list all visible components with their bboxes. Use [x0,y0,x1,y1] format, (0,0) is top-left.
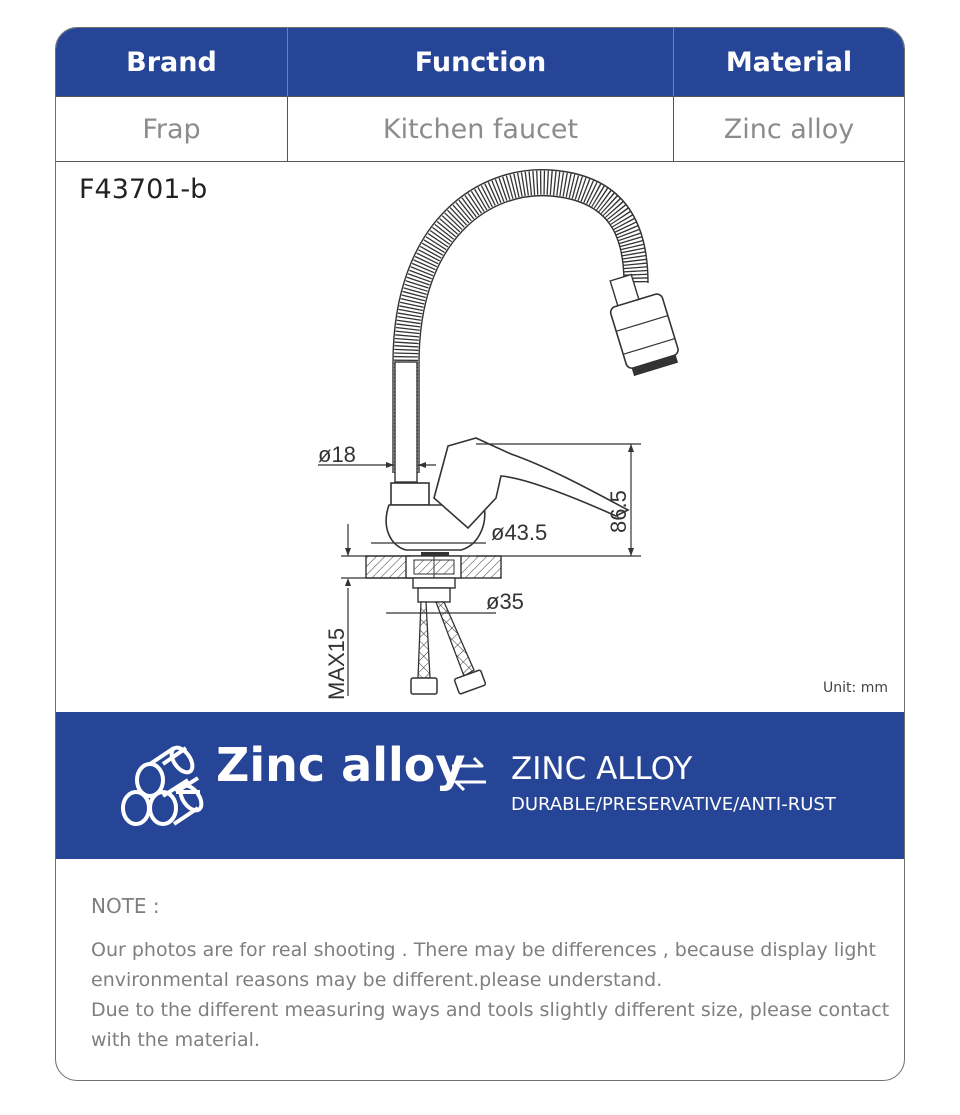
swap-arrows-icon [444,752,494,796]
spec-value-row [56,96,904,162]
braided-hoses [411,602,486,694]
unit-label: Unit: mm [823,680,888,696]
value-function: Kitchen faucet [288,97,674,161]
header-function: Function [288,28,674,96]
header-material: Material [725,46,853,78]
pipes-icon [116,742,206,832]
note-line: environmental reasons may be different.please understand. [91,969,663,991]
banner-tagline: DURABLE/PRESERVATIVE/ANTI-RUST [511,794,836,815]
shank-nut [413,578,455,602]
dim-base-diameter: ø43.5 [491,520,548,545]
banner-title: Zinc alloy [216,738,466,792]
material-banner [56,712,904,859]
dim-spout-diameter: ø18 [318,442,356,467]
dim-shank-diameter: ø35 [486,589,524,614]
banner-subtitle: ZINC ALLOY [511,751,693,787]
faucet-technical-drawing [56,162,904,712]
note-line: Due to the different measuring ways and tools slightly different size, please contact [91,999,890,1021]
note-line: with the material. [91,1029,260,1051]
dim-height: 86.5 [606,490,631,533]
spec-header-row [56,28,904,96]
spray-head [602,268,682,378]
flexible-spout [393,170,648,482]
value-brand: Frap [56,97,288,161]
note-body [91,935,901,1055]
spec-card [55,27,905,1081]
header-brand: Brand [56,28,288,96]
value-material: Zinc alloy [723,113,855,145]
note-line: Our photos are for real shooting . There may be differences , because display light [91,939,876,961]
dim-max-thickness: MAX15 [324,627,349,700]
note-title: NOTE : [91,894,160,918]
worktop-section [366,556,501,578]
model-number: F43701-b [79,174,208,205]
